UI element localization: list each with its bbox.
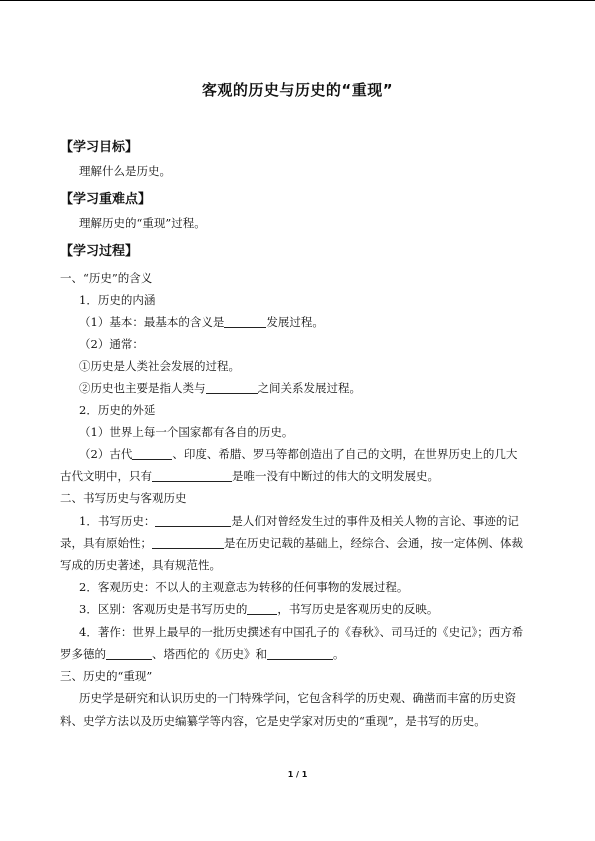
item-1-1-b: （2）通常： xyxy=(79,337,144,351)
page-number: 1 / 1 xyxy=(287,770,308,779)
fill-blank[interactable] xyxy=(247,602,277,615)
heading-learning-goal: 【学习目标】 xyxy=(60,140,139,155)
fill-blank[interactable] xyxy=(155,514,231,527)
item-1-1-b-2: ②历史也主要是指人类与 之间关系发展过程。 xyxy=(79,381,361,395)
item-1-2: 2．历史的外延 xyxy=(79,403,156,417)
item-1-2-c: 古代文明中，只有 是唯一没有中断过的伟大的文明发展史。 xyxy=(60,469,439,483)
item-1-2-b: （2）古代 、印度、希腊、罗马等都创造出了自己的文明，在世界历史上的几大 xyxy=(79,447,518,461)
page-title: 客观的历史与历史的“重现” xyxy=(201,81,394,99)
page-top-border xyxy=(0,0,595,1)
item-2-1-c: 写成的历史著述，具有规范性。 xyxy=(60,558,221,572)
section-3-paragraph-line-1: 历史学是研究和认识历史的一门特殊学问，它包含科学的历史观、确凿而丰富的历史资 xyxy=(79,691,516,705)
item-2-1-b: 录，具有原始性； 是在历史记载的基础上，经综合、会通，按一定体例、体裁 xyxy=(60,536,523,550)
item-1-2-a: （1）世界上每一个国家都有各自的历史。 xyxy=(79,425,294,439)
fill-blank[interactable] xyxy=(206,381,258,394)
goal-text: 理解什么是历史。 xyxy=(79,164,171,178)
item-1-1-b-1: ①历史是人类社会发展的过程。 xyxy=(79,359,240,373)
section-2-heading: 二、书写历史与客观历史 xyxy=(60,491,187,505)
fill-blank[interactable] xyxy=(267,647,333,660)
item-1-1: 1．历史的内涵 xyxy=(79,293,156,307)
item-2-2: 2．客观历史：不以人的主观意志为转移的任何事物的发展过程。 xyxy=(79,580,409,594)
item-2-1: 1．书写历史： 是人们对曾经发生过的事件及相关人物的言论、事迹的记 xyxy=(79,514,519,528)
item-1-1-a: （1）基本：最基本的含义是 发展过程。 xyxy=(79,315,324,329)
section-3-paragraph-line-2: 料、史学方法以及历史编纂学等内容，它是史学家对历史的“重现”，是书写的历史。 xyxy=(60,714,486,728)
fill-blank[interactable] xyxy=(152,536,224,549)
heading-learning-process: 【学习过程】 xyxy=(60,244,139,259)
fill-blank[interactable] xyxy=(152,469,232,482)
item-2-4: 4．著作：世界上最早的一批历史撰述有中国孔子的《春秋》、司马迁的《史记》；西方希 xyxy=(79,625,524,639)
fill-blank[interactable] xyxy=(132,447,172,460)
fill-blank[interactable] xyxy=(106,647,152,660)
item-2-4-b: 罗多德的 、塔西佗的《历史》和 。 xyxy=(60,647,345,661)
section-3-heading: 三、历史的“重现” xyxy=(60,669,153,683)
section-1-heading: 一、“历史”的含义 xyxy=(60,271,153,285)
heading-key-points: 【学习重难点】 xyxy=(60,192,152,207)
key-text: 理解历史的“重现”过程。 xyxy=(79,216,206,230)
fill-blank[interactable] xyxy=(224,315,266,328)
item-2-3: 3．区别：客观历史是书写历史的 ，书写历史是客观历史的反映。 xyxy=(79,602,439,616)
